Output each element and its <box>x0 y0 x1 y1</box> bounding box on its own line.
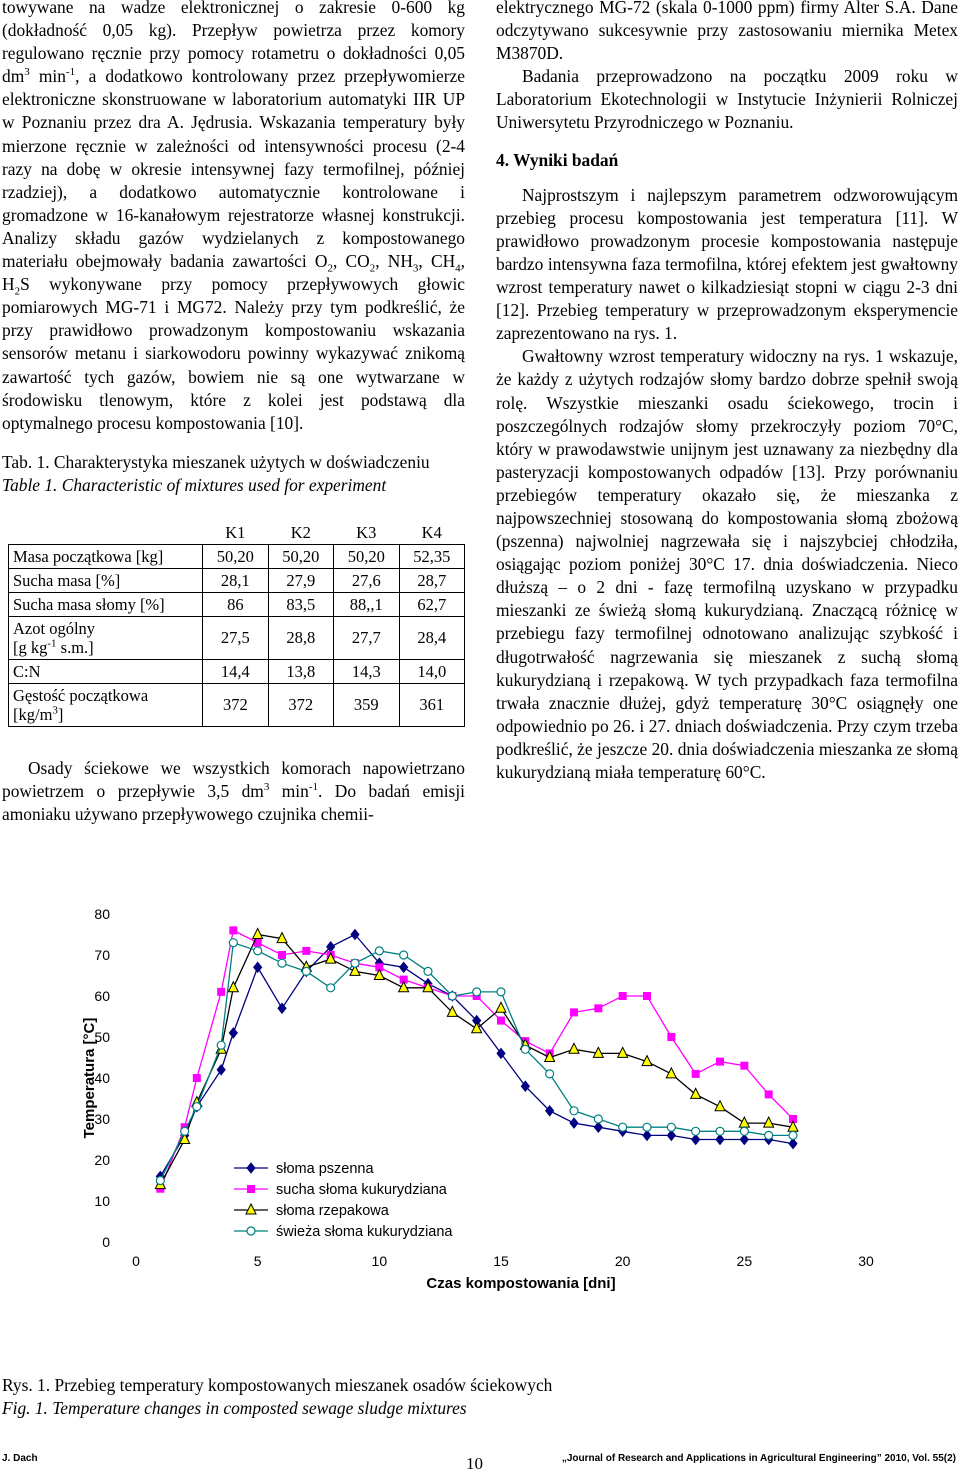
text-span: , NH <box>375 251 413 272</box>
data-point-square <box>741 1062 748 1069</box>
table-cell: 14,4 <box>203 659 268 683</box>
data-point-square <box>303 947 310 954</box>
y-tick-label: 80 <box>94 906 110 922</box>
table-header-cell: K2 <box>268 521 333 545</box>
table-row <box>9 659 465 683</box>
data-point-diamond <box>643 1130 651 1140</box>
table-cell: 372 <box>268 683 333 726</box>
legend-entry: sucha słoma kukurydziana <box>276 1182 447 1198</box>
text-span: min <box>269 781 309 802</box>
data-point-circle <box>740 1127 748 1135</box>
table-cell: 27,9 <box>268 568 333 592</box>
data-point-diamond <box>570 1118 578 1128</box>
table-cell: 14,0 <box>399 659 465 683</box>
table-cell: 86 <box>203 592 268 616</box>
data-point-circle <box>424 967 432 975</box>
table-cell: 50,20 <box>334 544 399 568</box>
label-part: Gęstość początkowa <box>13 685 149 705</box>
x-tick-label: 20 <box>614 1253 631 1269</box>
table-cell: 13,8 <box>268 659 333 683</box>
section-heading: 4. Wyniki badań <box>496 149 619 170</box>
data-point-square <box>765 1091 772 1098</box>
table-row-label: Sucha masa [%] <box>9 568 203 592</box>
subscript: 2 <box>14 285 21 298</box>
table-row-label <box>9 683 203 726</box>
data-point-triangle <box>569 1043 579 1053</box>
data-point-square <box>230 927 237 934</box>
subscript: 2 <box>327 262 333 275</box>
label-part: ] <box>57 704 64 724</box>
table-header-cell: K4 <box>399 521 465 545</box>
label-part: s.m.] <box>56 637 94 657</box>
x-tick-label: 5 <box>253 1253 262 1269</box>
x-tick-label: 30 <box>858 1253 874 1269</box>
text-span: , CO <box>332 251 370 272</box>
table-cell: 28,4 <box>399 616 465 659</box>
data-point-circle <box>229 939 237 947</box>
data-point-circle <box>448 992 456 1000</box>
data-point-diamond <box>594 1122 602 1132</box>
data-point-circle <box>667 1123 675 1131</box>
table-row <box>9 568 465 592</box>
data-point-diamond <box>789 1139 797 1149</box>
data-point-triangle <box>764 1117 774 1127</box>
data-point-triangle <box>447 1006 457 1016</box>
data-point-circle <box>217 1041 225 1049</box>
left-paragraph-1 <box>2 0 465 435</box>
data-point-circle <box>619 1123 627 1131</box>
right-paragraph-4: Gwałtowny wzrost temperatury widoczny na rys. 1 wskazuje, że każdy z użytych rodzajów słomy bardzo dobrze spełnił swoją rolę. Wszystkie mieszanki osadu ściekowego, trocin i poszczególnych rodzajów słomy przekroczyły poziom 70°C, który w prawodawstwie unijnym jest uznawany za niezbędny dla pasteryzacji kompostowanych odpadów [13]. Przy porównaniu przebiegów temperatury okazało się, że mieszanka z najpowszechniej stosowaną do kompostowania słomą zbożową (pszenna) najwolniej nagrzewała się i najszybciej chłodziła, osiągając poziom poniżej 30°C 17. dnia doświadczenia. Nieco dłuższą – o 2 dni - fazę termofilną uzyskano w przypadku mieszanki ze świeżą słomą kukurydzianą. Znaczącą różnicę w przebiegu fazy termofilnej odnotowano analizując szybkość i długotrwałość nagrzewania się mieszanek z suchą słomą kukurydzianą i rzepakową. W tych przypadkach faza termofilna trwała znacznie dłużej, gdyż temperaturę 30°C osiągnęły one odpowiednio po 26. i 27. dniach doświadczenia. Przy czym trzeba podkreślić, że jeszcze 20. dnia doświadczenia mieszanka ze słomą kukurydzianą miała temperaturę 60°C. <box>496 346 958 782</box>
data-point-circle <box>400 951 408 959</box>
table-cell: 28,7 <box>399 568 465 592</box>
data-point-circle <box>156 1177 164 1185</box>
table-cell: 14,3 <box>334 659 399 683</box>
series-line <box>160 943 793 1181</box>
subscript: 2 <box>369 262 376 275</box>
data-point-triangle <box>253 929 263 939</box>
table-row <box>9 544 465 568</box>
data-point-triangle <box>715 1101 725 1111</box>
x-tick-label: 25 <box>736 1253 753 1269</box>
superscript: 3 <box>263 781 270 794</box>
chart-series-3 <box>155 929 798 1189</box>
data-point-square <box>595 1005 602 1012</box>
data-point-circle <box>692 1127 700 1135</box>
x-tick-label: 0 <box>132 1253 140 1269</box>
data-point-square <box>717 1058 724 1065</box>
y-tick-label: 60 <box>94 988 110 1004</box>
text-span: , CH <box>418 251 456 272</box>
text-span: min <box>29 66 66 87</box>
text-span: , H <box>2 251 465 295</box>
y-tick-label: 70 <box>94 947 110 963</box>
chart-series-2 <box>157 927 797 1192</box>
legend-entry: świeża słoma kukurydziana <box>276 1224 453 1240</box>
figure-caption <box>2 1374 552 1420</box>
data-point-circle <box>247 1227 255 1235</box>
data-point-diamond <box>667 1130 675 1140</box>
text-span: S wykonywane przy pomocy przepływowych głowic pomiarowych MG-71 i MG72. Należy przy tym podkreślić, że przy prawidłowo prowadzonym kompostowaniu wskazania sensorów metanu i siarkowodoru powinny wykazywać znikomą zawartość tych gazów, bowiem nie są one wytwarzane w środowisku tlenowym, które z kolei jest podstawą dla optymalnego procesu kompostowania [10]. <box>2 274 465 433</box>
data-point-square <box>498 1017 505 1024</box>
y-tick-label: 0 <box>102 1234 110 1250</box>
subscript: 3 <box>412 262 419 275</box>
data-point-circle <box>546 1070 554 1078</box>
y-tick-label: 40 <box>94 1070 110 1086</box>
table-cell: 88,,1 <box>334 592 399 616</box>
data-point-circle <box>643 1123 651 1131</box>
data-point-square <box>571 1009 578 1016</box>
y-axis-label: Temperatura [°C] <box>81 1017 98 1139</box>
right-paragraph-1: elektrycznego MG-72 (skala 0-1000 ppm) firmy Alter S.A. Dane odczytywano sukcesywnie przy zastosowaniu miernika Metex M3870D. <box>496 0 958 64</box>
table-row <box>9 616 465 659</box>
data-point-circle <box>473 988 481 996</box>
data-point-circle <box>278 959 286 967</box>
figure-caption-pl: Rys. 1. Przebieg temperatury kompostowanych mieszanek osadów ściekowych <box>2 1375 553 1395</box>
data-point-circle <box>497 988 505 996</box>
y-tick-label: 10 <box>94 1193 110 1209</box>
label-part: [kg/m <box>13 704 53 724</box>
data-point-triangle <box>246 1204 256 1214</box>
data-point-triangle <box>739 1117 749 1127</box>
y-tick-label: 20 <box>94 1152 110 1168</box>
data-point-circle <box>594 1115 602 1123</box>
superscript: 3 <box>24 66 30 79</box>
table-caption-pl: Tab. 1. Charakterystyka mieszanek użytych w doświadczeniu <box>2 451 430 472</box>
superscript: 3 <box>52 704 58 717</box>
table-caption-en: Table 1. Characteristic of mixtures used for experiment <box>2 474 387 495</box>
footer-journal: „Journal of Research and Applications in Agricultural Engineering” 2010, Vol. 55(2) <box>561 1453 956 1464</box>
table-cell: 50,20 <box>203 544 268 568</box>
table-cell: 28,1 <box>203 568 268 592</box>
table-cell: 62,7 <box>399 592 465 616</box>
table-cell: 50,20 <box>268 544 333 568</box>
data-point-square <box>644 993 651 1000</box>
data-point-square <box>248 1186 255 1193</box>
data-point-circle <box>302 967 310 975</box>
figure-caption-en: Fig. 1. Temperature changes in composted sewage sludge mixtures <box>2 1398 467 1418</box>
data-point-circle <box>181 1127 189 1135</box>
data-point-triangle <box>496 1002 506 1012</box>
y-tick-label: 50 <box>94 1029 110 1045</box>
superscript: -1 <box>65 66 76 79</box>
data-point-diamond <box>247 1163 255 1173</box>
right-column <box>496 0 958 784</box>
table-row-label: Masa początkowa [kg] <box>9 544 203 568</box>
table-cell: 27,7 <box>334 616 399 659</box>
table-corner-cell <box>9 521 203 545</box>
table-cell: 52,35 <box>399 544 465 568</box>
table-cell: 27,5 <box>203 616 268 659</box>
data-point-diamond <box>229 1028 237 1038</box>
data-point-circle <box>521 1045 529 1053</box>
label-part: [g kg <box>13 637 48 657</box>
data-point-circle <box>351 959 359 967</box>
label-part: Azot ogólny <box>13 618 96 638</box>
data-point-circle <box>254 947 262 955</box>
left-paragraph-2 <box>2 757 465 826</box>
data-point-diamond <box>400 962 408 972</box>
data-point-triangle <box>666 1068 676 1078</box>
data-point-circle <box>789 1131 797 1139</box>
table-row-label: Sucha masa słomy [%] <box>9 592 203 616</box>
data-point-diamond <box>716 1135 724 1145</box>
table-cell: 83,5 <box>268 592 333 616</box>
table-header-cell: K1 <box>203 521 268 545</box>
y-tick-label: 30 <box>94 1111 110 1127</box>
page-number: 10 <box>466 1454 483 1473</box>
x-tick-label: 15 <box>493 1253 509 1269</box>
text-span: , a dodatkowo kontrolowany przez przepływomierze elektroniczne skonstruowane w laboratorium automatyki IIR UP w Poznaniu przez dra A. Jędrusia. Wskazania temperatury były mierzone ręcznie w zależności od intensywności procesu (2-4 razy na dobę w okresie intensywnej fazy termofilnej, później rzadziej), a dodatkowo automatycznie kontrolowane i gromadzone w 16-kanałowym rejestratorze własnej konstrukcji. Analizy składu gazów wydzielanych z kompostowanego materiału obejmowały badania zawartości O <box>2 66 465 272</box>
chart-series-group <box>155 927 798 1192</box>
table-row-label <box>9 616 203 659</box>
data-point-circle <box>327 984 335 992</box>
chart-series-1 <box>156 930 797 1182</box>
data-point-square <box>692 1070 699 1077</box>
x-tick-label: 10 <box>371 1253 388 1269</box>
data-point-circle <box>375 947 383 955</box>
table-cell: 361 <box>399 683 465 726</box>
table-cell: 372 <box>203 683 268 726</box>
legend-entry: słoma rzepakowa <box>276 1203 389 1219</box>
table-row <box>9 683 465 726</box>
data-point-circle <box>765 1131 773 1139</box>
legend-entry: słoma pszenna <box>276 1161 374 1177</box>
data-point-circle <box>193 1103 201 1111</box>
table-header-row <box>9 521 465 545</box>
data-point-triangle <box>618 1047 628 1057</box>
table-row <box>9 592 465 616</box>
mixtures-table <box>8 521 465 727</box>
table-cell: 28,8 <box>268 616 333 659</box>
data-point-circle <box>716 1127 724 1135</box>
table-header-cell: K3 <box>334 521 399 545</box>
table-cell: 359 <box>334 683 399 726</box>
table-row-label: C:N <box>9 659 203 683</box>
text-span: towywane na wadze elektronicznej o zakresie 0-600 kg (dokładność 0,05 kg). Przepływ powietrza przez komory regulowano ręcznie przy pomocy rotametru o dokładności 0,05 dm <box>2 0 465 87</box>
footer-author: J. Dach <box>2 1453 38 1464</box>
data-point-square <box>193 1075 200 1082</box>
data-point-square <box>668 1034 675 1041</box>
superscript: -1 <box>47 637 57 650</box>
data-point-triangle <box>691 1088 701 1098</box>
chart-series-4 <box>156 939 797 1185</box>
temperature-chart <box>66 894 886 1334</box>
right-paragraph-3: Najprostszym i najlepszym parametrem odzworowującym przebieg procesu kompostowania jest temperatura [11]. W prawidłowo prowadzonym procesie kompostowania następuje bardzo intensywna faza termofilna, której efektem jest gwałtowny wzrost temperatury nawet o kilkadziesiąt stopni w ciągu 2-3 dni [12]. Przebieg temperatury w przeprowadzonym eksperymencie zaprezentowano na rys. 1. <box>496 184 958 344</box>
right-paragraph-2: Badania przeprowadzono na początku 2009 roku w Laboratorium Ekotechnologii w Instytucie Inżynierii Rolniczej Uniwersytetu Przyrodniczego w Poznaniu. <box>496 66 958 133</box>
table-cell: 27,6 <box>334 568 399 592</box>
text-span: . Do badań emisji amoniaku używano przepływowego czujnika chemii- <box>2 781 465 825</box>
data-point-diamond <box>692 1135 700 1145</box>
subscript: 4 <box>455 262 461 275</box>
chart-legend <box>234 1161 453 1240</box>
superscript: -1 <box>308 781 318 794</box>
text-span: Osady ściekowe we wszystkich komorach napowietrzano powietrzem o przepływie 3,5 dm <box>2 757 465 802</box>
data-point-diamond <box>740 1135 748 1145</box>
data-point-square <box>218 988 225 995</box>
left-column <box>2 0 465 826</box>
data-point-circle <box>570 1107 578 1115</box>
data-point-square <box>619 993 626 1000</box>
data-point-square <box>279 952 286 959</box>
x-axis-label: Czas kompostowania [dni] <box>426 1275 616 1292</box>
data-point-triangle <box>228 982 238 992</box>
